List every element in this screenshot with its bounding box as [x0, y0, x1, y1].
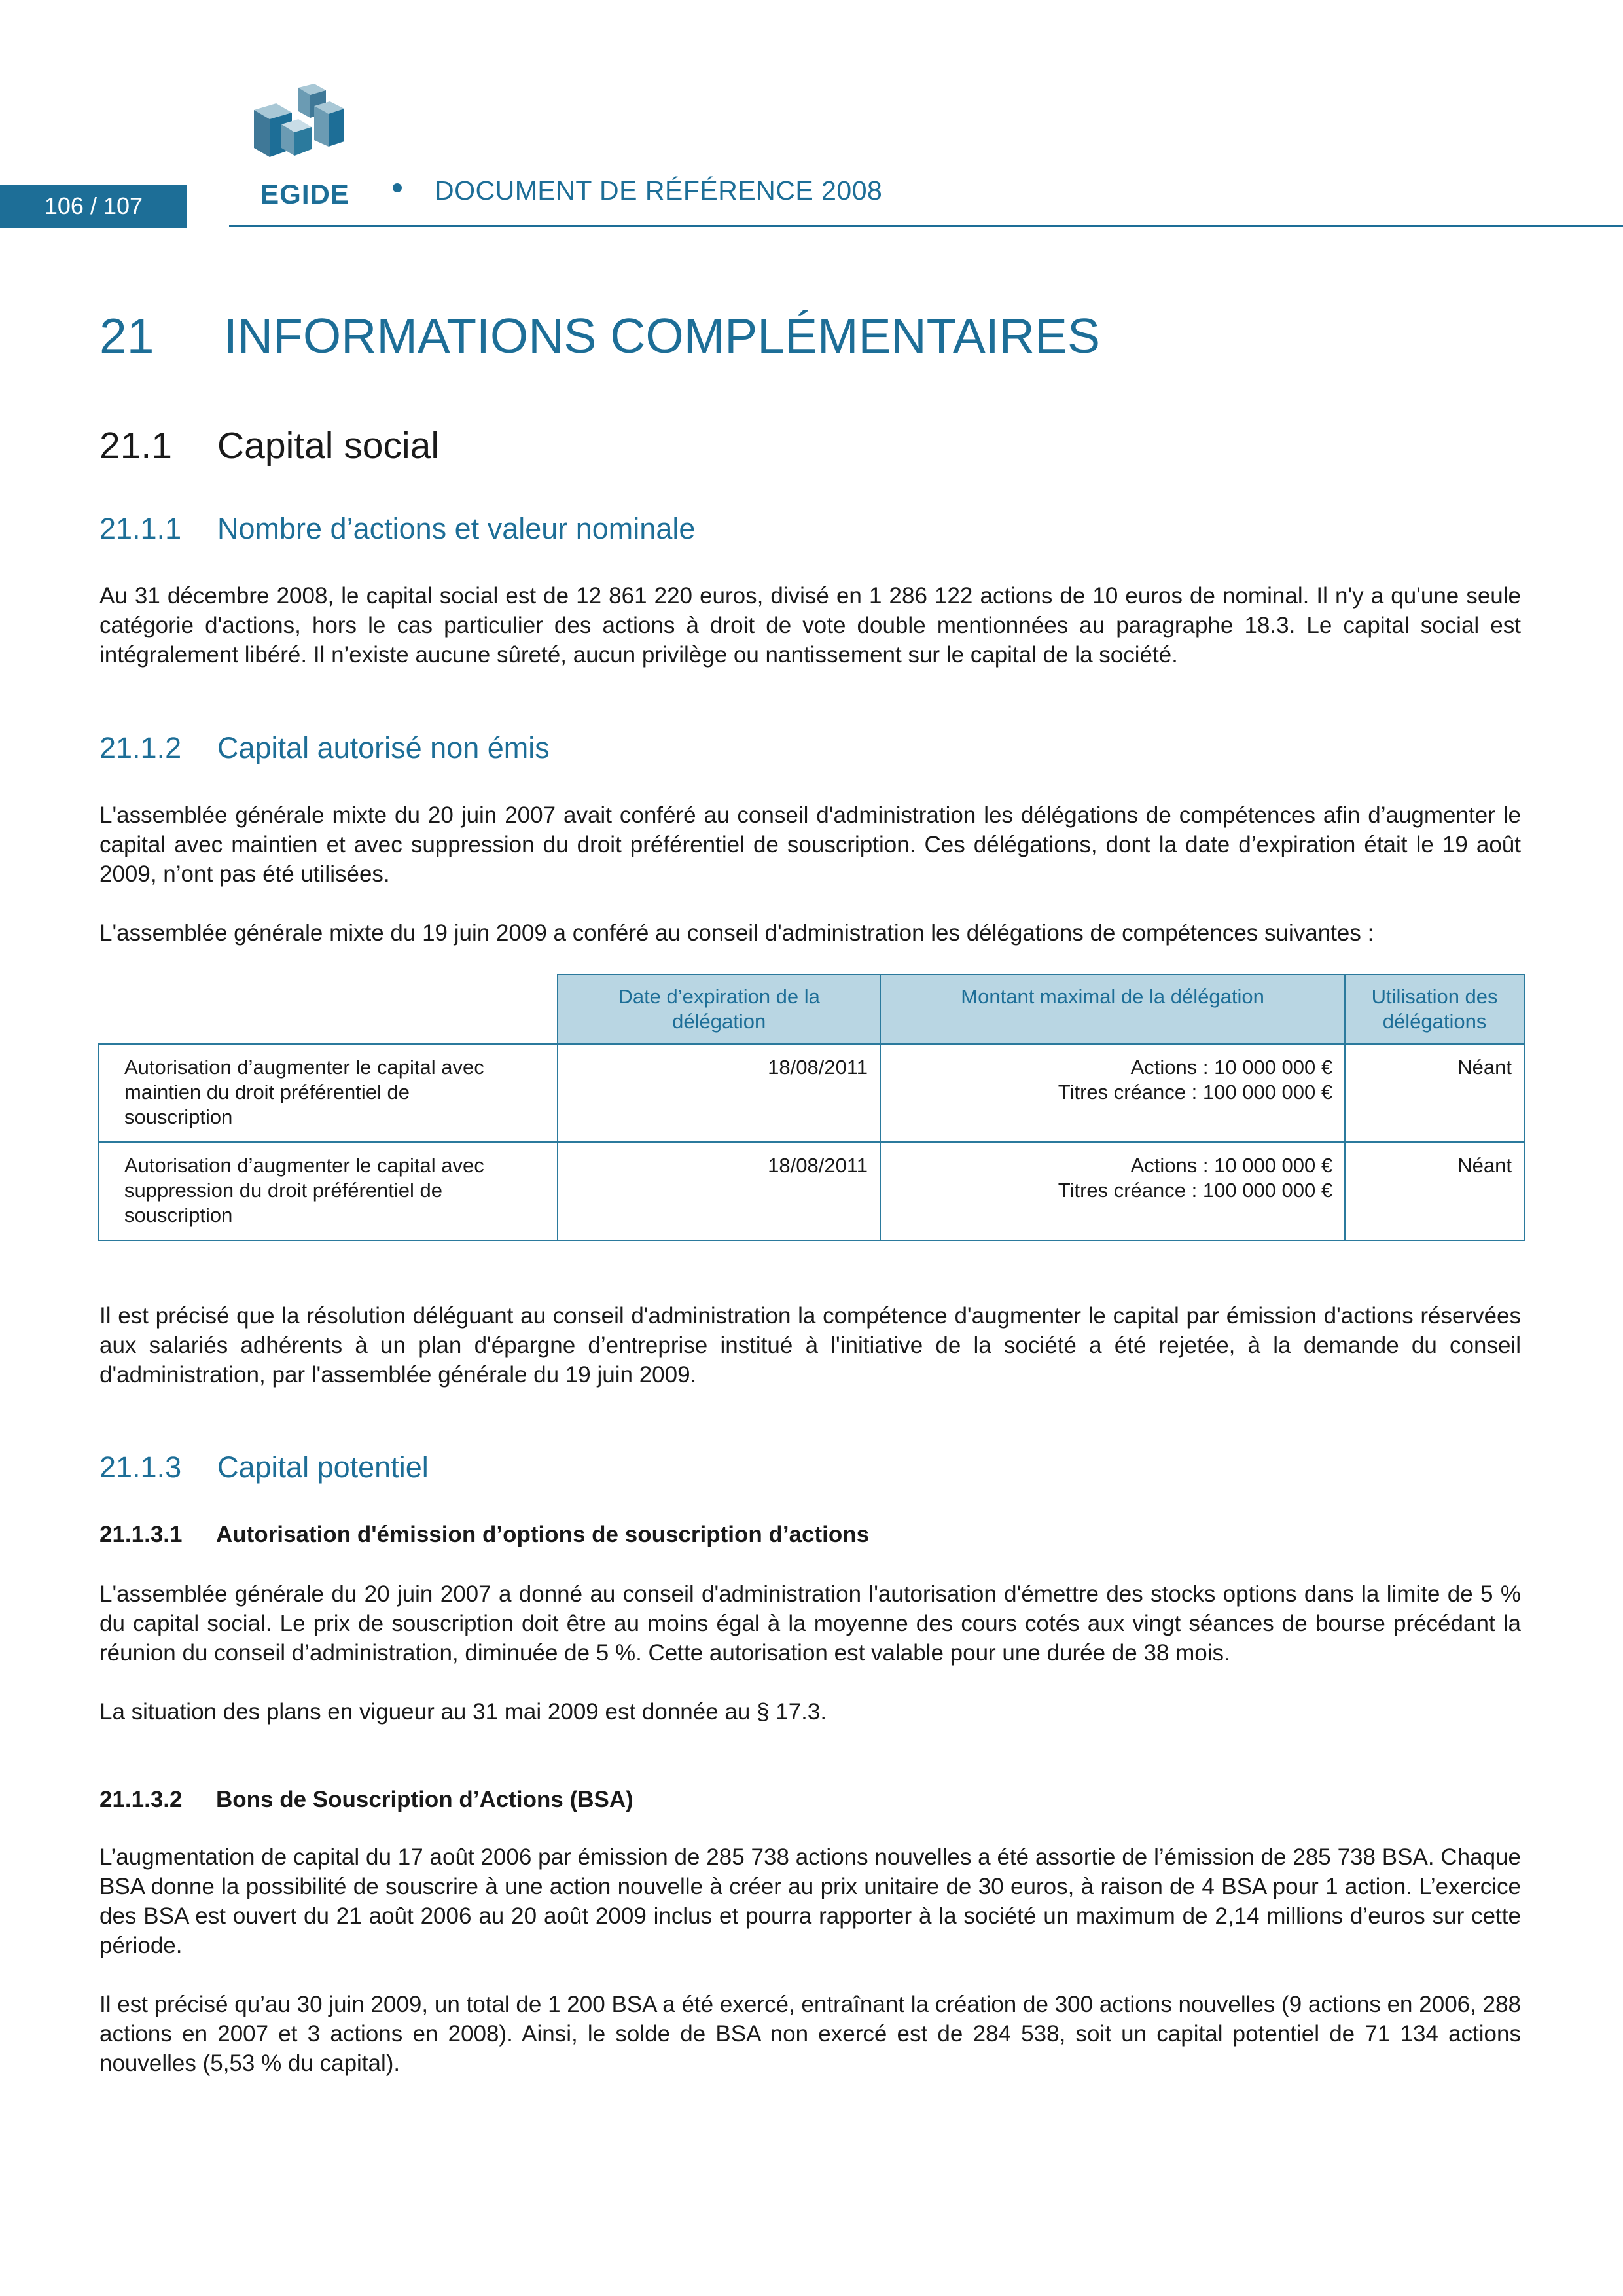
table-row [99, 1142, 1524, 1240]
subsection-title: Capital social [217, 425, 439, 467]
row-date: 18/08/2011 [558, 1044, 880, 1142]
egide-logo [247, 84, 365, 208]
row-date: 18/08/2011 [558, 1142, 880, 1240]
row-amount [880, 1044, 1345, 1142]
heading-21-1-3-1 [99, 1522, 869, 1548]
row-label: Autorisation d’augmenter le capital avec suppression du droit préférentiel de souscription [99, 1142, 558, 1240]
subsection-heading [99, 424, 439, 467]
bullet-dot [393, 183, 402, 192]
heading-21-1-1 [99, 512, 695, 546]
table-header-row [99, 975, 1524, 1044]
heading-21-1-3-2 [99, 1787, 633, 1813]
heading-title: Capital potentiel [217, 1450, 429, 1484]
heading-21-1-2 [99, 731, 550, 765]
paragraph-delegations-2009: L'assemblée générale mixte du 19 juin 2009 a conféré au conseil d'administration les délégations de compétences suivantes : [99, 920, 1374, 946]
table-header-empty [99, 975, 558, 1044]
subsection-number: 21.1 [99, 425, 172, 467]
paragraph-plans-situation: La situation des plans en vigueur au 31 mai 2009 est donnée au § 17.3. [99, 1699, 827, 1725]
heading-title: Autorisation d'émission d’options de souscription d’actions [216, 1522, 870, 1547]
paragraph-bsa-exercised: Il est précisé qu’au 30 juin 2009, un total de 1 200 BSA a été exercé, entraînant la création de 300 actions nouvelles (9 actions en 2006, 288 actions en 2007 et 3 actions en 2008). Ainsi, le solde de BSA non exercé est de 284 538, soit un capital potentiel de 71 134 actions nouvelles (5,53 % du capital). [99, 1992, 1521, 2076]
page-current: 106 [44, 192, 84, 219]
paragraph-stock-options: L'assemblée générale du 20 juin 2007 a donné au conseil d'administration l'autorisation d'émettre des stocks options dans la limite de 5 % du capital social. Le prix de souscription doit être au moins égal à la moyenne des cours cotés aux vingt séances de bourse précédant la réunion du conseil d’administration, diminuée de 5 %. Cette autorisation est valable pour une durée de 38 mois. [99, 1581, 1521, 1666]
page-number-badge [0, 185, 187, 228]
table-header-amount: Montant maximal de la délégation [880, 975, 1345, 1044]
heading-title: Nombre d’actions et valeur nominale [217, 512, 696, 545]
section-number: 21 [99, 308, 154, 363]
document-title: DOCUMENT DE RÉFÉRENCE 2008 [435, 175, 883, 206]
amount-titres: Titres créance : 100 000 000 € [1058, 1081, 1333, 1103]
heading-21-1-3 [99, 1450, 429, 1484]
table-row [99, 1044, 1524, 1142]
heading-number: 21.1.2 [99, 731, 182, 764]
row-usage: Néant [1345, 1142, 1524, 1240]
amount-actions: Actions : 10 000 000 € [1130, 1154, 1333, 1177]
section-title: INFORMATIONS COMPLÉMENTAIRES [224, 308, 1100, 363]
table-header-date: Date d’expiration de la délégation [558, 975, 880, 1044]
paragraph-resolution-rejected: Il est précisé que la résolution déléguant au conseil d'administration la compétence d'augmenter le capital par émission d'actions réservées aux salariés adhérents à un plan d'épargne d’entreprise institué à l'initiative de la société a été rejetée, à la demande du conseil d'administration, par l'assemblée générale du 19 juin 2009. [99, 1303, 1521, 1388]
logo-wordmark: EGIDE [260, 179, 349, 208]
row-amount [880, 1142, 1345, 1240]
row-label: Autorisation d’augmenter le capital avec maintien du droit préférentiel de souscription [99, 1044, 558, 1142]
heading-number: 21.1.1 [99, 512, 182, 545]
page-separator: / [90, 192, 97, 219]
row-usage: Néant [1345, 1044, 1524, 1142]
section-heading [99, 308, 1100, 364]
heading-number: 21.1.3.2 [99, 1787, 183, 1812]
amount-actions: Actions : 10 000 000 € [1130, 1056, 1333, 1079]
heading-number: 21.1.3.1 [99, 1522, 183, 1547]
paragraph-bsa-issue: L’augmentation de capital du 17 août 2006 par émission de 285 738 actions nouvelles a été assortie de l’émission de 285 738 BSA. Chaque BSA donne la possibilité de souscrire à une action nouvelle à créer au prix unitaire de 30 euros, à raison de 4 BSA pour 1 action. L’exercice des BSA est ouvert du 21 août 2006 au 20 août 2009 inclus et pourra rapporter à la société un maximum de 2,14 millions d’euros sur cette période. [99, 1844, 1521, 1958]
header-rule [229, 225, 1623, 227]
delegations-table [98, 974, 1525, 1241]
heading-number: 21.1.3 [99, 1450, 182, 1484]
table-header-usage: Utilisation des délégations [1345, 975, 1524, 1044]
amount-titres: Titres créance : 100 000 000 € [1058, 1179, 1333, 1202]
page-total: 107 [103, 192, 143, 219]
heading-title: Capital autorisé non émis [217, 731, 550, 764]
paragraph-capital-nominal: Au 31 décembre 2008, le capital social est de 12 861 220 euros, divisé en 1 286 122 actions de 10 euros de nominal. Il n'y a qu'une seule catégorie d'actions, hors le cas particulier des actions à droit de vote double mentionnées au paragraphe 18.3. Le capital social est intégralement libéré. Il n’existe aucune sûreté, aucun privilège ou nantissement sur le capital de la société. [99, 583, 1521, 668]
paragraph-delegations-2007: L'assemblée générale mixte du 20 juin 2007 avait conféré au conseil d'administration les délégations de compétences afin d’augmenter le capital avec maintien et avec suppression du droit préférentiel de souscription. Ces délégations, dont la date d’expiration était le 19 août 2009, n’ont pas été utilisées. [99, 802, 1521, 887]
heading-title: Bons de Souscription d’Actions (BSA) [216, 1787, 633, 1812]
